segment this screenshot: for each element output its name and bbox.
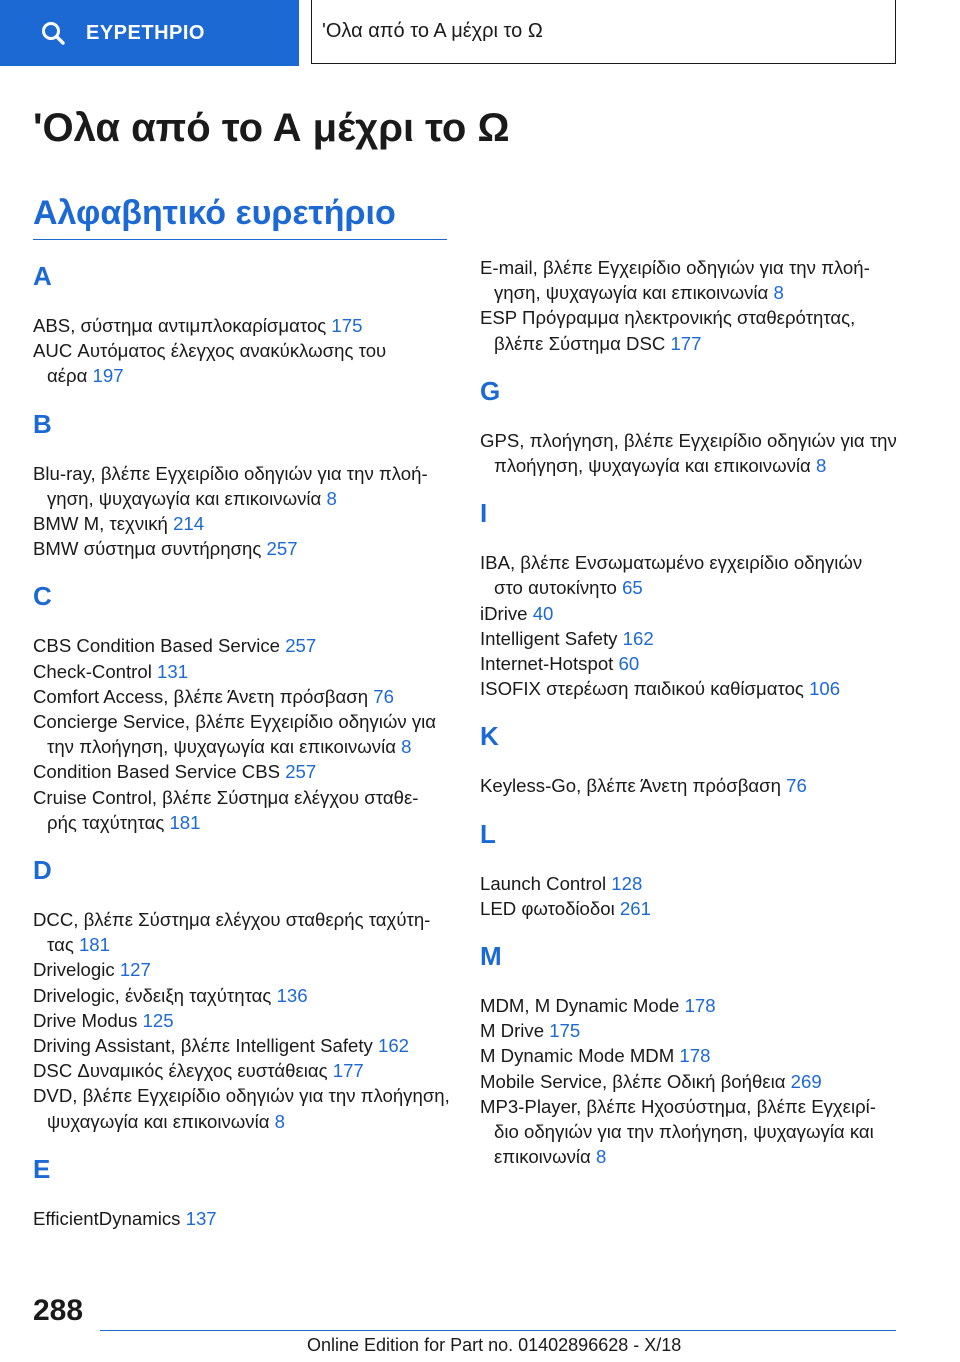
index-entry xyxy=(480,255,910,305)
index-entry-text: LED φωτοδίοδοι xyxy=(480,897,615,919)
index-tab[interactable] xyxy=(0,0,299,66)
index-entry-text: MDM, M Dynamic Mode xyxy=(480,995,680,1017)
page-reference-link[interactable]: 269 xyxy=(790,1070,822,1092)
section-heading: Αλφαβητικό ευρετήριο xyxy=(33,194,396,232)
index-entry-text: Drivelogic xyxy=(33,959,115,981)
index-entry-text: βλέπε Σύστημα DSC xyxy=(494,332,666,354)
section-divider xyxy=(33,239,447,240)
index-entry-text: BMW M, τεχνική xyxy=(33,513,168,535)
index-entry xyxy=(33,983,453,1008)
index-entry xyxy=(480,428,910,478)
page-reference-link[interactable]: 175 xyxy=(549,1020,581,1042)
index-group xyxy=(33,575,453,835)
index-entry xyxy=(33,1206,453,1231)
index-letter-heading: D xyxy=(33,855,52,886)
index-entry-text: MP3-Player, βλέπε Ηχοσύστημα, βλέπε Εγχειρί- xyxy=(480,1095,876,1117)
index-letter-heading: M xyxy=(480,941,502,972)
page-reference-link[interactable]: 162 xyxy=(377,1035,410,1057)
page-reference-link[interactable]: 261 xyxy=(619,897,651,919)
index-entry xyxy=(33,659,453,684)
index-entry xyxy=(480,305,910,355)
index-entry-text: αέρα xyxy=(47,365,88,387)
index-entry-text: Drive Modus xyxy=(33,1009,138,1031)
index-letter-heading: B xyxy=(33,408,52,439)
breadcrumb xyxy=(311,0,896,64)
index-entry-text: Condition Based Service CBS xyxy=(33,761,281,783)
page-reference-link[interactable]: 106 xyxy=(809,678,841,700)
page-reference-link[interactable]: 257 xyxy=(285,635,317,657)
index-entry xyxy=(480,651,910,676)
index-entry xyxy=(480,773,910,798)
index-entry-text: Comfort Access, βλέπε Άνετη πρόσβαση xyxy=(33,685,369,707)
index-entry xyxy=(33,313,453,338)
page-reference-link[interactable]: 177 xyxy=(332,1060,364,1082)
index-entry xyxy=(480,1043,910,1068)
index-entry-text: EfficientDynamics xyxy=(33,1207,181,1229)
index-entry-text: Launch Control xyxy=(480,872,607,894)
page-reference-link[interactable]: 214 xyxy=(173,513,205,535)
breadcrumb-label: 'Ολα από το Α μέχρι το Ω xyxy=(322,20,543,42)
index-group xyxy=(480,255,910,356)
page-reference-link[interactable]: 257 xyxy=(285,761,317,783)
index-entry-text: Concierge Service, βλέπε Εγχειρίδιο οδηγιών για xyxy=(33,711,437,733)
page-reference-link[interactable]: 8 xyxy=(595,1146,607,1168)
page-reference-link[interactable]: 175 xyxy=(331,315,363,336)
page-reference-link[interactable]: 60 xyxy=(618,653,640,675)
page-reference-link[interactable]: 181 xyxy=(169,811,201,833)
index-entry-text: ψυχαγωγία και επικοινωνία xyxy=(47,1110,270,1132)
index-letter-heading: I xyxy=(480,498,488,529)
page-reference-link[interactable]: 177 xyxy=(670,332,702,354)
index-entry xyxy=(33,338,453,388)
index-entry-text: γηση, ψυχαγωγία και επικοινωνία xyxy=(47,487,322,509)
index-entry xyxy=(33,536,453,561)
index-entry xyxy=(33,759,453,784)
index-entry-text: DCC, βλέπε Σύστημα ελέγχου σταθερής ταχύτη- xyxy=(33,909,431,931)
index-entry-text: E-mail, βλέπε Εγχειρίδιο οδηγιών για την πλοή- xyxy=(480,257,870,278)
page-reference-link[interactable]: 137 xyxy=(185,1207,217,1229)
index-entry xyxy=(33,957,453,982)
index-entry-text: M Drive xyxy=(480,1020,545,1042)
page-reference-link[interactable]: 127 xyxy=(119,959,151,981)
page-reference-link[interactable]: 136 xyxy=(276,984,308,1006)
index-group xyxy=(480,935,910,1169)
search-icon xyxy=(40,20,66,46)
page-reference-link[interactable]: 178 xyxy=(684,995,716,1017)
page-reference-link[interactable]: 8 xyxy=(326,487,337,509)
page-reference-link[interactable]: 8 xyxy=(773,282,784,304)
index-entry-text: ρής ταχύτητας xyxy=(47,811,165,833)
footer-divider xyxy=(100,1330,896,1331)
index-entry-text: GPS, πλοήγηση, βλέπε Εγχειρίδιο οδηγιών για την xyxy=(480,429,897,451)
page-reference-link[interactable]: 125 xyxy=(142,1009,174,1031)
index-entry xyxy=(480,626,910,651)
index-entry-text: Intelligent Safety xyxy=(480,627,618,649)
index-entry xyxy=(480,993,910,1018)
page-reference-link[interactable]: 76 xyxy=(786,775,807,797)
index-group xyxy=(480,813,910,921)
index-entry xyxy=(480,550,910,600)
index-entry-text: ESP Πρόγραμμα ηλεκτρονικής σταθερότητας, xyxy=(480,307,856,329)
index-group xyxy=(33,849,453,1134)
index-group xyxy=(480,370,910,478)
page-reference-link[interactable]: 65 xyxy=(622,577,643,599)
index-entry xyxy=(33,1008,453,1033)
index-entry-text: Driving Assistant, βλέπε Intelligent Safety xyxy=(33,1035,373,1057)
index-entry xyxy=(33,1083,453,1133)
footer-edition-text: Online Edition for Part no. 01402896628 - X/18 xyxy=(307,1335,682,1355)
index-entry xyxy=(480,896,910,921)
page-reference-link[interactable]: 128 xyxy=(611,872,643,894)
index-entry-text: την πλοήγηση, ψυχαγωγία και επικοινωνία xyxy=(47,736,396,758)
index-entry xyxy=(33,785,453,835)
index-column-left xyxy=(33,255,453,1245)
page-reference-link[interactable]: 8 xyxy=(401,736,412,758)
page-reference-link[interactable]: 162 xyxy=(622,627,654,649)
index-entry xyxy=(33,709,453,759)
page-reference-link[interactable]: 178 xyxy=(679,1045,711,1067)
index-entry xyxy=(480,871,910,896)
index-entry-text: Cruise Control, βλέπε Σύστημα ελέγχου σταθε- xyxy=(33,786,419,808)
index-entry-text: Blu-ray, βλέπε Εγχειρίδιο οδηγιών για την πλοή- xyxy=(33,462,428,484)
page-reference-link[interactable]: 257 xyxy=(266,538,298,560)
page-title: 'Ολα από το Α μέχρι το Ω xyxy=(33,106,510,150)
page-reference-link[interactable]: 131 xyxy=(157,660,189,682)
index-group xyxy=(480,715,910,798)
index-entry xyxy=(33,633,453,658)
index-entry-text: BMW σύστημα συντήρησης xyxy=(33,538,262,560)
index-letter-heading: K xyxy=(480,721,499,752)
index-entry xyxy=(480,601,910,626)
index-entry-text: πλοήγηση, ψυχαγωγία και επικοινωνία xyxy=(494,455,811,477)
page-reference-link[interactable]: 197 xyxy=(92,365,124,387)
index-entry-text: IBA, βλέπε Ενσωματωμένο εγχειρίδιο οδηγιών xyxy=(480,552,863,574)
index-entry xyxy=(480,676,910,701)
index-entry-text: Mobile Service, βλέπε Οδική βοήθεια xyxy=(480,1070,786,1092)
index-entry-text: DVD, βλέπε Εγχειρίδιο οδηγιών για την πλοήγηση, xyxy=(33,1085,450,1107)
index-entry-text: Check-Control xyxy=(33,660,152,682)
index-entry-text: διο οδηγιών για την πλοήγηση, ψυχαγωγία και xyxy=(494,1121,874,1143)
index-entry xyxy=(480,1094,910,1170)
index-entry-text: Internet-Hotspot xyxy=(480,653,614,675)
index-entry xyxy=(480,1018,910,1043)
index-entry-text: επικοινωνία xyxy=(494,1146,591,1168)
index-column-right xyxy=(480,255,910,1183)
index-letter-heading: L xyxy=(480,818,496,849)
index-entry xyxy=(33,1033,453,1058)
index-entry-text: M Dynamic Mode MDM xyxy=(480,1045,675,1067)
index-entry xyxy=(33,511,453,536)
top-navigation-bar xyxy=(0,0,960,66)
page-reference-link[interactable]: 8 xyxy=(274,1110,286,1132)
index-entry-text: iDrive xyxy=(480,602,528,624)
page-reference-link[interactable]: 76 xyxy=(373,685,394,707)
index-entry-text: στο αυτοκίνητο xyxy=(494,577,617,599)
index-tab-label: ΕΥΡΕΤΗΡΙΟ xyxy=(86,21,205,44)
index-entry xyxy=(33,907,453,957)
index-group xyxy=(33,403,453,562)
index-entry-text: CBS Condition Based Service xyxy=(33,635,281,657)
page-reference-link[interactable]: 181 xyxy=(78,934,110,956)
index-entry-text: τας xyxy=(47,934,74,956)
index-entry xyxy=(33,461,453,511)
index-group xyxy=(33,255,453,389)
index-entry-text: γηση, ψυχαγωγία και επικοινωνία xyxy=(494,282,769,304)
index-entry-text: Drivelogic, ένδειξη ταχύτητας xyxy=(33,984,272,1006)
index-entry-text: ISOFIX στερέωση παιδικού καθίσματος xyxy=(480,678,804,700)
page-reference-link[interactable]: 8 xyxy=(815,455,827,477)
index-group xyxy=(480,492,910,701)
index-entry-text: Keyless-Go, βλέπε Άνετη πρόσβαση xyxy=(480,775,781,797)
index-letter-heading: E xyxy=(33,1153,51,1184)
page-number: 288 xyxy=(33,1294,84,1327)
index-entry-text: ABS, σύστημα αντιμπλοκαρίσματος xyxy=(33,315,327,336)
index-entry-text: AUC Αυτόματος έλεγχος ανακύκλωσης του xyxy=(33,340,387,362)
index-letter-heading: A xyxy=(33,261,52,291)
index-group xyxy=(33,1148,453,1231)
page-reference-link[interactable]: 40 xyxy=(532,602,554,624)
index-entry xyxy=(480,1069,910,1094)
index-entry xyxy=(33,1058,453,1083)
index-letter-heading: G xyxy=(480,375,501,406)
index-entry-text: DSC Δυναμικός έλεγχος ευστάθειας xyxy=(33,1060,328,1082)
index-entry xyxy=(33,684,453,709)
index-letter-heading: C xyxy=(33,581,52,612)
